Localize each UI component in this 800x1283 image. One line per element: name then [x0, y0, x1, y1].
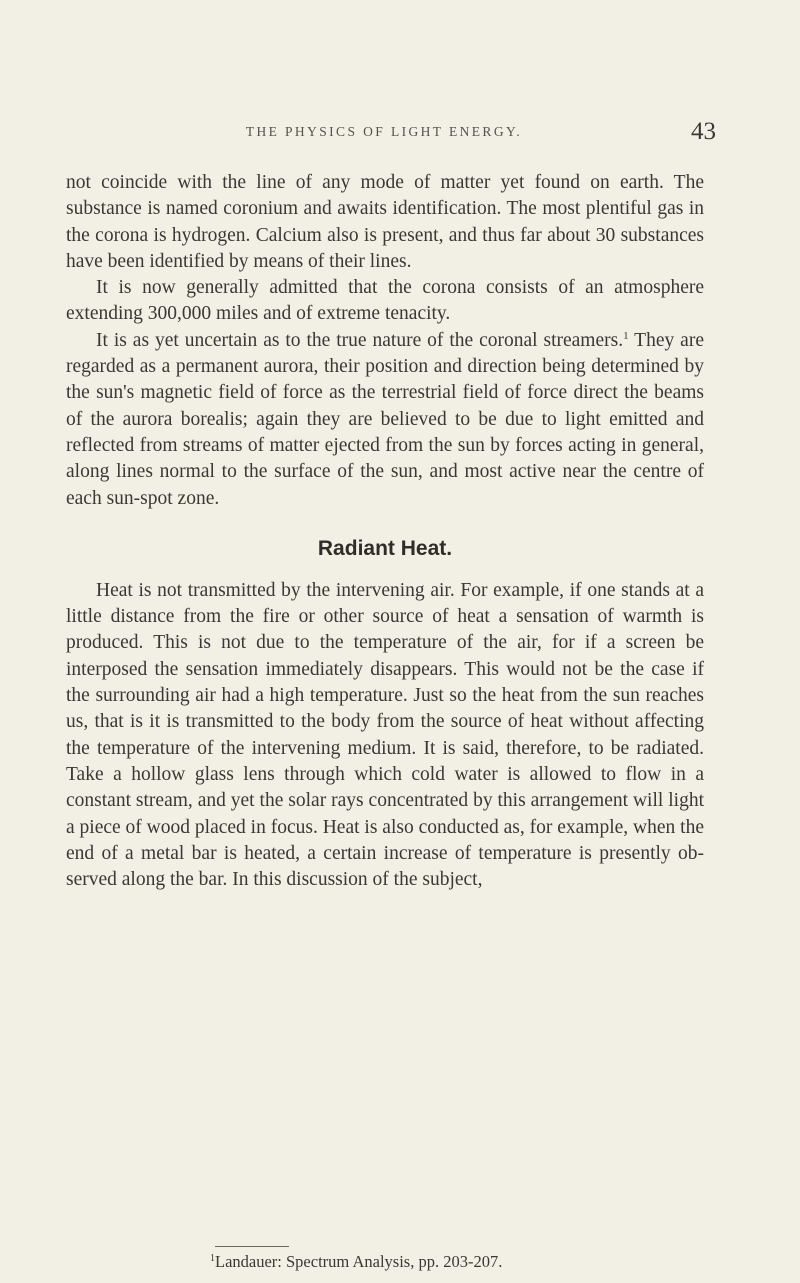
paragraph-coronal-streamers	[66, 328, 704, 512]
page-number: 43	[691, 118, 716, 145]
section-heading: Radiant Heat.	[317, 536, 453, 560]
body-text	[66, 170, 704, 893]
footnote	[210, 1252, 502, 1272]
paragraph-corona-atmosphere: It is now generally admitted that the corona consists of an atmosphere extending 300,000 miles and of extreme tenacity.	[66, 277, 704, 325]
footnote-mark: 1	[210, 1253, 215, 1264]
running-head	[58, 118, 716, 159]
paragraph-radiant-heat: Heat is not transmitted by the intervening air. For example, if one stands at a little distance from the fire or other source of heat a sensation of warmth is produced. This is not due to the temperature of the air, for if a screen be interposed the sensation immediately disappears. This would not be the case if the surrounding air had a high temperature. Just so the heat from the sun reaches us, that is it is transmitted to the body from the source of heat without affecting the temperature of the intervening medium. It is said, therefore, to be radiated. Take a hollow glass lens through which cold water is allowed to flow in a constant stream, and yet the solar rays concentrated by this arrangement will light a piece of wood placed in focus. Heat is also conducted as, for example, when the end of a metal bar is heated, a certain increase of temperature is presently observed along the bar. In this discussion of the subject,	[66, 579, 704, 891]
footnote-text: Landauer: Spectrum Analysis, pp. 203-207.	[215, 1252, 503, 1271]
footnote-rule	[215, 1246, 289, 1247]
running-title: THE PHYSICS OF LIGHT ENERGY.	[245, 124, 523, 139]
paragraph-corona-substances: not coincide with the line of any mode of matter yet found on earth. The substance is named coronium and awaits identification. The most plentiful gas in the corona is hydrogen. Calcium also is present, and thus far about 30 substances have been identified by means of their lines.	[66, 172, 704, 272]
paragraph-text-part: They are regarded as a permanent aurora, their position and direction being determined by the sun's magnetic field of force as the terrestrial field of force direct the beams of the aurora borealis; again they are believed to be due to light emitted and reflected from streams of matter ejected from the sun by forces acting in general, along lines normal to the surface of the sun, and most active near the centre of each sun-spot zone.	[66, 329, 704, 509]
paragraph-text-part: It is as yet uncertain as to the true nature of the coronal streamers.	[96, 329, 624, 351]
footnote-reference: 1	[623, 329, 629, 342]
